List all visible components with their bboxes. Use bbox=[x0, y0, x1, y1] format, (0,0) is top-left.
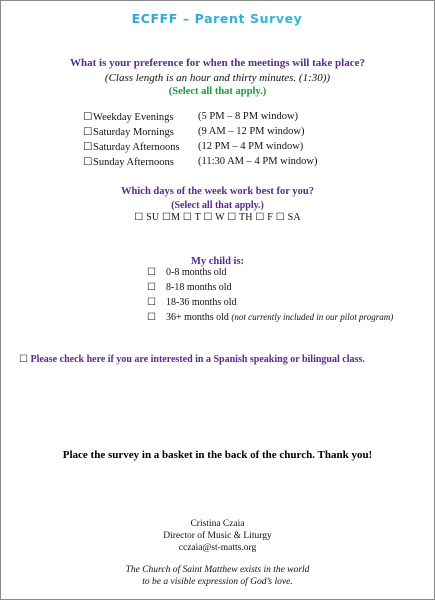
option-time-window: (5 PM – 8 PM window) bbox=[198, 111, 299, 122]
checkbox[interactable]: ☐ bbox=[147, 297, 156, 308]
checkbox[interactable]: ☐ bbox=[83, 142, 93, 153]
option-label: Weekday Evenings bbox=[93, 112, 174, 123]
option-time-window: (12 PM – 4 PM window) bbox=[198, 141, 304, 152]
signature-name: Cristina Czaia bbox=[190, 519, 245, 529]
option-label: Sunday Afternoons bbox=[93, 157, 174, 168]
spanish-class-option[interactable] bbox=[19, 354, 365, 365]
checkbox[interactable]: ☐ bbox=[83, 112, 93, 123]
checkbox[interactable]: ☐ bbox=[147, 282, 156, 293]
select-all-instruction: (Select all that apply.) bbox=[168, 86, 267, 97]
age-label: 0-8 months old bbox=[166, 267, 227, 278]
option-time-window: (11:30 AM – 4 PM window) bbox=[198, 156, 318, 167]
age-option-18-36[interactable] bbox=[147, 297, 237, 308]
days-checkbox-row[interactable]: ☐ SU ☐M ☐ T ☐ W ☐ TH ☐ F ☐ SA bbox=[134, 212, 301, 223]
checkbox[interactable]: ☐ bbox=[83, 157, 93, 168]
days-select-instruction: (Select all that apply.) bbox=[171, 200, 264, 211]
signature-role: Director of Music & Liturgy bbox=[163, 531, 272, 541]
option-saturday-afternoons[interactable] bbox=[83, 141, 304, 153]
option-label: Saturday Afternoons bbox=[93, 142, 180, 153]
svg-text:ECFFF – Parent Survey: ECFFF – Parent Survey bbox=[131, 11, 303, 26]
checkbox[interactable]: ☐ bbox=[19, 354, 28, 365]
age-option-8-18[interactable] bbox=[147, 282, 232, 293]
age-label: 8-18 months old bbox=[166, 282, 232, 293]
option-sunday-afternoons[interactable] bbox=[83, 156, 318, 168]
age-option-0-8[interactable] bbox=[147, 267, 227, 278]
option-label: Saturday Mornings bbox=[93, 127, 174, 138]
class-length-note: (Class length is an hour and thirty minutes. (1:30)) bbox=[104, 72, 331, 84]
meeting-time-question: What is your preference for when the meetings will take place? bbox=[70, 57, 365, 69]
spanish-class-label: Please check here if you are interested in a Spanish speaking or bilingual class. bbox=[30, 354, 365, 365]
option-saturday-mornings[interactable] bbox=[83, 126, 305, 138]
checkbox[interactable]: ☐ bbox=[83, 127, 93, 138]
age-label: 18-36 months old bbox=[166, 297, 237, 308]
checkbox[interactable]: ☐ bbox=[147, 312, 156, 323]
option-time-window: (9 AM – 12 PM window) bbox=[198, 126, 305, 137]
child-age-question: My child is: bbox=[190, 256, 245, 267]
days-question: Which days of the week work best for you? bbox=[121, 186, 314, 197]
option-weekday-evenings[interactable] bbox=[83, 111, 299, 123]
checkbox[interactable]: ☐ bbox=[147, 267, 156, 278]
church-motto-line-2: to be a visible expression of God’s love. bbox=[142, 577, 293, 587]
page-title bbox=[1, 7, 434, 29]
church-motto-line-1: The Church of Saint Matthew exists in the world bbox=[125, 565, 310, 575]
return-instructions: Place the survey in a basket in the back of the church. Thank you! bbox=[62, 449, 373, 461]
age-option-36-plus[interactable] bbox=[147, 312, 393, 323]
age-label: 36+ months old bbox=[166, 312, 229, 323]
signature-email[interactable]: cczaia@st-matts.org bbox=[178, 543, 257, 553]
pilot-program-note: (not currently included in our pilot program) bbox=[231, 312, 394, 322]
